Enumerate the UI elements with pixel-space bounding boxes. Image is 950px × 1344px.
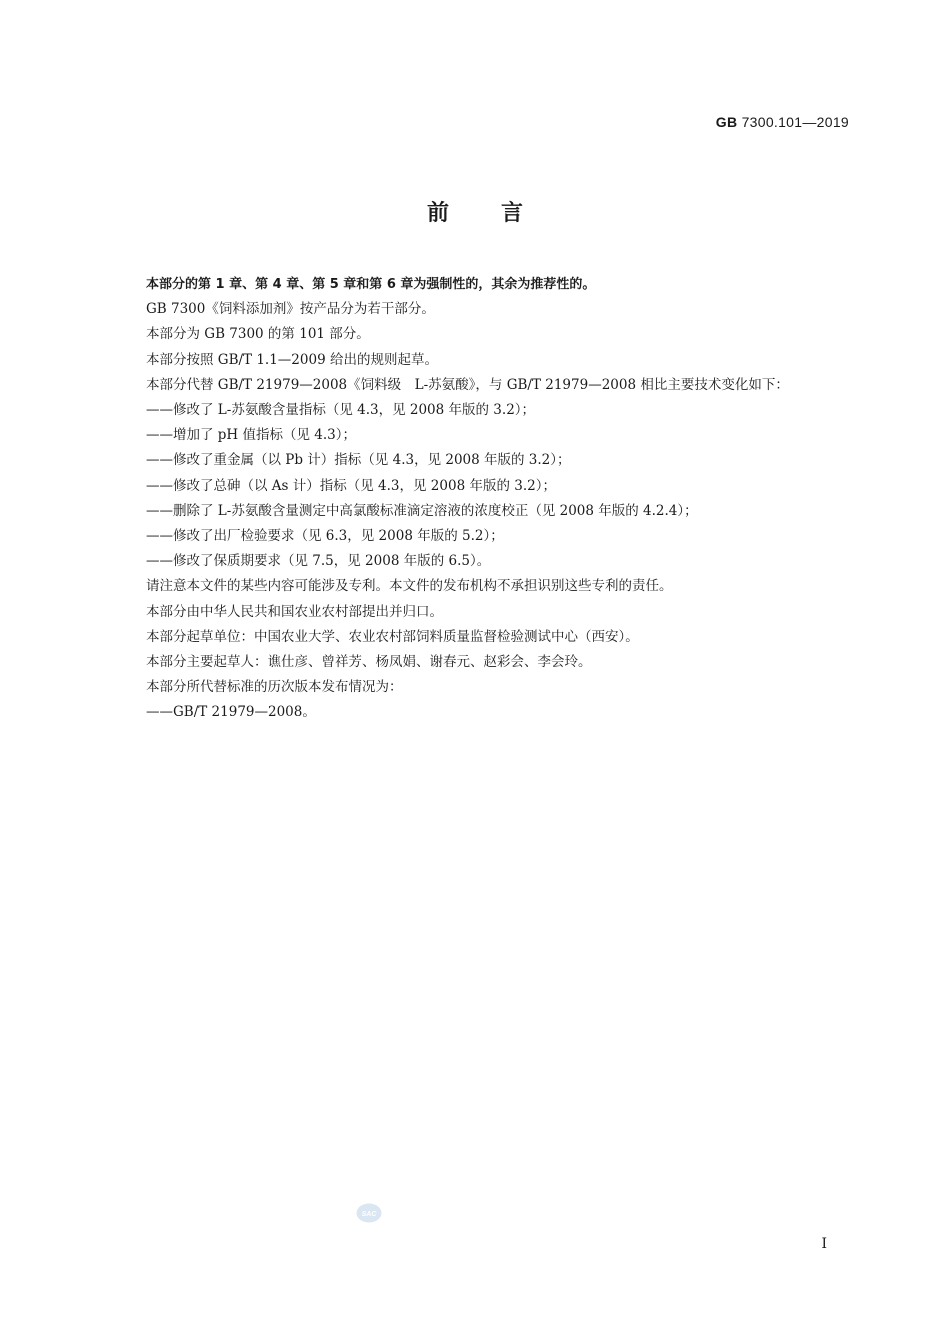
standard-code-prefix: GB (715, 114, 738, 130)
paragraph: 本部分为 GB 7300 的第 101 部分。 (146, 326, 370, 343)
change-list-item: ——修改了出厂检验要求（见 6.3，见 2008 年版的 5.2）； (146, 528, 504, 545)
change-list-item: ——删除了 L-苏氨酸含量测定中高氯酸标准滴定溶液的浓度校正（见 2008 年版的 4.2.4）； (146, 502, 698, 519)
change-list-item: ——修改了保质期要求（见 7.5，见 2008 年版的 6.5）。 (146, 553, 491, 570)
standard-code (716, 114, 849, 130)
change-list-item: ——修改了总砷（以 As 计）指标（见 4.3，见 2008 年版的 3.2）； (146, 477, 556, 494)
change-list-item: ——修改了 L-苏氨酸含量指标（见 4.3，见 2008 年版的 3.2）； (146, 402, 536, 419)
change-list-item: ——修改了重金属（以 Pb 计）指标（见 4.3，见 2008 年版的 3.2）； (146, 452, 571, 469)
patent-notice: 请注意本文件的某些内容可能涉及专利。本文件的发布机构不承担识别这些专利的责任。 (146, 578, 673, 595)
sac-watermark-logo (356, 1203, 382, 1223)
change-list-item: ——增加了 pH 值指标（见 4.3）； (146, 427, 357, 444)
paragraph: 本部分主要起草人：谯仕彦、曾祥芳、杨凤娟、谢春元、赵彩会、李会玲。 (146, 654, 592, 671)
page-number: I (821, 1236, 827, 1252)
foreword-body (115, 272, 850, 726)
paragraph: 本部分按照 GB/T 1.1—2009 给出的规则起草。 (146, 351, 438, 368)
svg-text:SAC: SAC (361, 1211, 377, 1218)
standard-code-number: 7300.101—2019 (741, 114, 849, 130)
paragraph: GB 7300《饲料添加剂》按产品分为若干部分。 (146, 301, 435, 318)
paragraph: 本部分由中华人民共和国农业农村部提出并归口。 (146, 603, 443, 620)
paragraph: 本部分所代替标准的历次版本发布情况为： (146, 679, 403, 696)
mandatory-clause-paragraph: 本部分的第 1 章、第 4 章、第 5 章和第 6 章为强制性的，其余为推荐性的。 (146, 277, 596, 292)
history-list-item: ——GB/T 21979—2008。 (146, 704, 316, 721)
paragraph: 本部分起草单位：中国农业大学、农业农村部饲料质量监督检验测试中心（西安）。 (146, 628, 639, 645)
page-title: 前言 (426, 201, 575, 226)
paragraph-replacement: 本部分代替 GB/T 21979—2008《饲料级 L-苏氨酸》，与 GB/T 21979—2008 相比主要技术变化如下： (146, 376, 789, 393)
